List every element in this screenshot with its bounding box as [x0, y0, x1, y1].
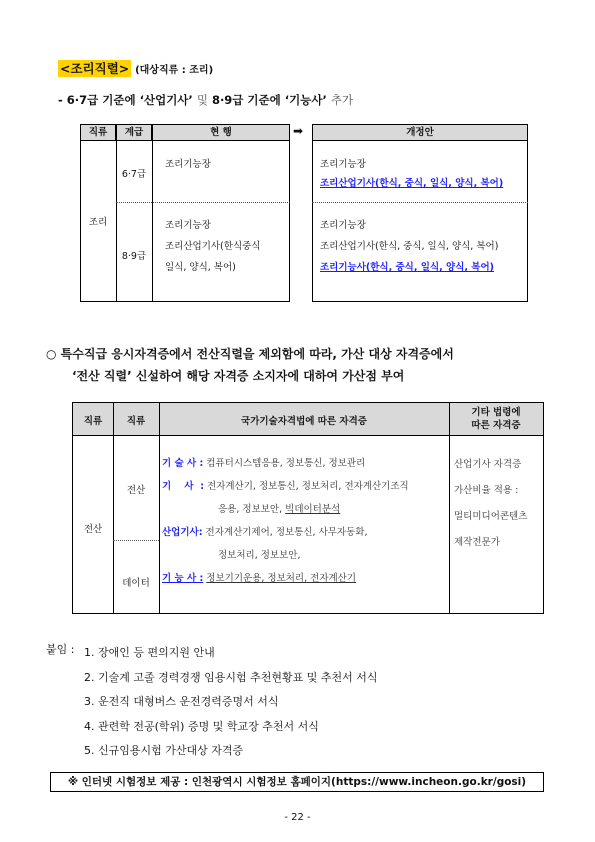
circle-bullet-icon: ○	[46, 347, 57, 361]
paragraph-line-2: ‘전산 직렬’ 신설하여 해당 자격증 소지자에 대하여 가산점 부여	[72, 369, 405, 383]
cert-row	[162, 521, 409, 544]
table1-new-a	[320, 155, 503, 193]
table2-sub-sep	[113, 540, 159, 541]
cell-text: 조리산업기사(한식중식	[165, 241, 261, 252]
table2-header-series: 직류	[83, 416, 103, 427]
section-title-highlight: <조리직렬>	[60, 61, 130, 76]
cell-text: 조리기능장	[320, 220, 366, 231]
other-text: 산업기사 자격증	[454, 459, 522, 470]
cell-text: 조리산업기사(한식, 중식, 일식, 양식, 복어)	[320, 241, 499, 252]
circle-paragraph	[46, 343, 566, 387]
cert-row	[162, 475, 409, 498]
cell-text-added: 조리산업기사(한식, 중식, 일식, 양식, 복어)	[320, 178, 504, 189]
cert-text-underlined: 정보기기운용, 정보처리, 전자계산기	[206, 573, 357, 584]
table2-header-subseries: 직류	[126, 416, 146, 427]
section-subtitle: (대상직류 : 조리)	[135, 65, 214, 76]
cert-row	[162, 567, 409, 590]
attachment-item: 2. 기술계 고졸 경력경쟁 임용시험 추천현황표 및 추천서 서식	[84, 670, 378, 684]
info-banner: ※ 인터넷 시험정보 제공 : 인천광역시 시험정보 홈페이지(https://www.incheon.go.kr/gosi)	[50, 772, 544, 792]
table1-row-sep-right	[312, 202, 528, 203]
cert-text: 응용, 정보보안,	[218, 504, 283, 515]
cert-label: 산업기사:	[162, 527, 203, 538]
cell-text: 일식, 양식, 복어)	[165, 262, 236, 273]
table1-header-series: 직류	[80, 124, 116, 141]
cell-text: 조리기능장	[165, 220, 211, 231]
table1-current-b	[165, 215, 260, 278]
dash-prefix: - 6·7급 기준에	[58, 93, 136, 107]
table1-grade-b: 8·9급	[121, 251, 147, 262]
other-text: 멀티미디어콘텐츠	[454, 511, 528, 522]
cert-row	[162, 452, 409, 475]
attachment-item: 4. 관련학 전공(학위) 증명 및 학교장 추천서 서식	[84, 719, 319, 733]
table1-header-grade: 계급	[116, 124, 152, 141]
dash-term2: ‘기능사’	[284, 93, 327, 107]
other-text: 제작전문가	[454, 537, 500, 548]
table2-header-other: 기타 법령에 따른 자격증	[471, 407, 521, 431]
cell-text-added: 조리기능사(한식, 중식, 일식, 양식, 복어)	[320, 262, 495, 273]
attachment-item: 5. 신규임용시험 가산대상 자격증	[84, 744, 244, 757]
attachment-item: 1. 장애인 등 편의지원 안내	[84, 646, 215, 659]
paragraph-line-1	[46, 343, 566, 365]
cert-text: 전자계산기, 정보통신, 정보처리, 전자계산기조직	[207, 481, 409, 492]
cert-row	[162, 498, 409, 521]
table1-series: 조리	[88, 217, 108, 228]
cell-text: 조리기능장	[320, 159, 366, 170]
table1-header-current: 현 행	[152, 124, 290, 141]
cert-label: 기 사 :	[162, 481, 204, 492]
dash-mid: 및	[196, 93, 208, 107]
table2-header-national: 국가기술자격법에 따른 자격증	[241, 416, 367, 427]
dash-line	[58, 92, 353, 108]
dash-part2: 8·9급 기준에	[211, 93, 281, 107]
cell-text: 조리기능장	[165, 159, 211, 170]
paragraph-text: 특수직급 응시자격증에서 전산직렬을 제외함에 따라, 가산 대상 자격증에서	[60, 347, 454, 361]
cert-label: 기 술 사 :	[162, 458, 204, 469]
table1-vline-2	[152, 141, 153, 302]
table2-vline-3	[449, 403, 450, 613]
dash-suffix: 추가	[330, 93, 354, 107]
table1-row-sep-left	[116, 202, 290, 203]
table2-series: 전산	[83, 524, 103, 535]
cert-label: 기 능 사 :	[162, 573, 204, 584]
table2-sub-1: 전산	[126, 485, 146, 496]
table1-header-revised: 개정안	[312, 124, 528, 141]
arrow-right-icon: ➡	[293, 124, 304, 138]
page-number: - 22 -	[284, 812, 311, 823]
attachment-item: 3. 운전직 대형버스 운전경력증명서 서식	[84, 695, 279, 708]
cert-row	[162, 544, 409, 567]
dash-term1: ‘산업기사’	[139, 93, 193, 107]
table1-grade-a: 6·7급	[121, 169, 147, 180]
cert-text: 정보처리, 정보보안,	[218, 550, 301, 561]
attachments-label: 붙임 :	[46, 643, 75, 656]
table2-sub-2: 데이터	[122, 578, 150, 589]
table1-current-a	[165, 155, 211, 174]
other-text: 가산비율 적용 :	[454, 485, 519, 496]
table1-new-b	[320, 215, 498, 278]
cert-text-underlined: 빅데이터분석	[285, 504, 341, 515]
table2-vline-2	[159, 403, 160, 613]
table2-other-list	[454, 452, 527, 556]
cert-text: 컴퓨터시스템응용, 정보통신, 정보관리	[206, 458, 366, 469]
table2-cert-list	[162, 452, 409, 590]
attachments-list	[84, 641, 378, 764]
section-title	[58, 59, 213, 77]
cert-text: 전자계산기제어, 정보통신, 사무자동화,	[205, 527, 368, 538]
